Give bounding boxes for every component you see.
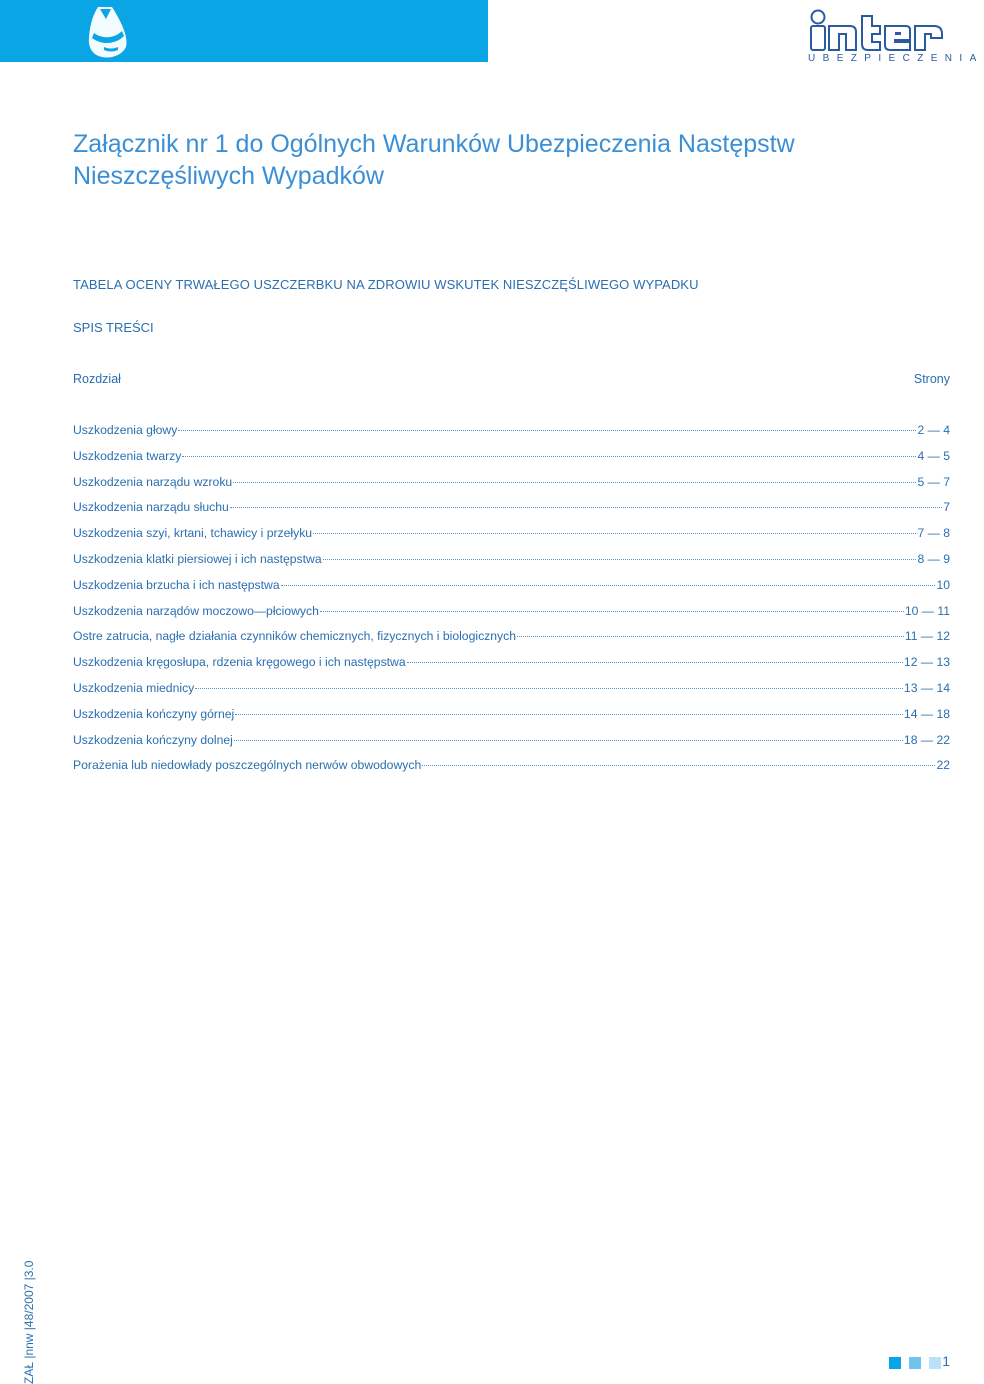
toc-entry-pages: 2 — 4 bbox=[917, 423, 950, 437]
toc-entry-label: Uszkodzenia twarzy bbox=[73, 448, 182, 463]
toc-entry-pages: 7 — 8 bbox=[917, 526, 950, 541]
toc-dot-leader bbox=[178, 430, 916, 431]
toc-entry-pages: 11 — 12 bbox=[904, 629, 950, 644]
toc-entry[interactable] bbox=[73, 681, 950, 707]
toc-column-pages: Strony bbox=[913, 372, 950, 386]
page-number: 1 bbox=[942, 1353, 950, 1369]
toc-entry-label: Ostre zatrucia, nagłe działania czynników chemicznych, fizycznych i biologicznych bbox=[73, 629, 517, 644]
toc-entry[interactable] bbox=[73, 552, 950, 578]
toc-dot-leader bbox=[234, 740, 903, 741]
toc-entry-label: Uszkodzenia głowy bbox=[73, 423, 178, 437]
toc-dot-leader bbox=[407, 662, 903, 663]
toc-dot-leader bbox=[233, 482, 916, 483]
footer-square-3 bbox=[929, 1357, 941, 1369]
toc-list bbox=[73, 423, 950, 784]
toc-entry[interactable] bbox=[73, 733, 950, 759]
toc-dot-leader bbox=[517, 636, 904, 637]
toc-dot-leader bbox=[182, 456, 916, 457]
toc-entry[interactable] bbox=[73, 475, 950, 501]
toc-dot-leader bbox=[323, 559, 917, 560]
toc-entry-pages: 13 — 14 bbox=[903, 680, 950, 695]
toc-entry-pages: 18 — 22 bbox=[903, 732, 950, 747]
toc-dot-leader bbox=[195, 688, 903, 689]
toc-dot-leader bbox=[320, 611, 904, 612]
document-title: Załącznik nr 1 do Ogólnych Warunków Ubezpieczenia Następstw Nieszczęśliwych Wypadków bbox=[73, 130, 795, 190]
toc-heading: SPIS TREŚCI bbox=[73, 320, 154, 335]
toc-column-chapter: Rozdział bbox=[73, 372, 121, 386]
toc-entry[interactable] bbox=[73, 629, 950, 655]
toc-entry[interactable] bbox=[73, 578, 950, 604]
toc-dot-leader bbox=[313, 533, 916, 534]
toc-entry-label: Uszkodzenia narządu wzroku bbox=[73, 474, 233, 489]
toc-dot-leader bbox=[235, 714, 903, 715]
toc-entry[interactable] bbox=[73, 500, 950, 526]
toc-entry-label: Uszkodzenia kończyny dolnej bbox=[73, 732, 233, 747]
toc-entry-label: Uszkodzenia brzucha i ich następstwa bbox=[73, 577, 280, 592]
toc-entry-pages: 10 bbox=[936, 577, 950, 592]
toc-entry[interactable] bbox=[73, 707, 950, 733]
person-with-arm-sling-icon bbox=[84, 3, 130, 59]
document-code: ZAŁ |nnw |48/2007 |3.0 bbox=[22, 1260, 36, 1384]
toc-dot-leader bbox=[230, 507, 942, 508]
footer-square-1 bbox=[889, 1357, 901, 1369]
toc-entry[interactable] bbox=[73, 604, 950, 630]
toc-entry-pages: 8 — 9 bbox=[917, 551, 950, 566]
toc-entry-pages: 12 — 13 bbox=[903, 655, 950, 670]
toc-entry-label: Uszkodzenia klatki piersiowej i ich następstwa bbox=[73, 551, 322, 566]
logo-tagline: UBEZPIECZENIA bbox=[808, 53, 984, 64]
toc-dot-leader bbox=[281, 585, 936, 586]
toc-entry[interactable] bbox=[73, 449, 950, 475]
inter-wordmark bbox=[806, 8, 950, 52]
toc-entry[interactable] bbox=[73, 526, 950, 552]
toc-dot-leader bbox=[422, 765, 935, 766]
toc-entry-pages: 4 — 5 bbox=[917, 448, 950, 463]
header-banner bbox=[0, 0, 488, 62]
inter-logo bbox=[806, 8, 984, 68]
toc-entry[interactable] bbox=[73, 655, 950, 681]
toc-entry-label: Uszkodzenia narządu słuchu bbox=[73, 500, 229, 515]
toc-entry-label: Uszkodzenia kończyny górnej bbox=[73, 706, 235, 721]
toc-entry-pages: 7 bbox=[943, 500, 950, 515]
toc-entry[interactable] bbox=[73, 423, 950, 449]
toc-entry[interactable] bbox=[73, 758, 950, 784]
toc-entry-label: Uszkodzenia kręgosłupa, rdzenia kręgowego i ich następstwa bbox=[73, 655, 406, 670]
toc-entry-label: Porażenia lub niedowłady poszczególnych nerwów obwodowych bbox=[73, 758, 422, 773]
toc-entry-pages: 10 — 11 bbox=[904, 603, 950, 618]
toc-entry-pages: 22 bbox=[936, 758, 950, 773]
footer-square-2 bbox=[909, 1357, 921, 1369]
toc-entry-label: Uszkodzenia miednicy bbox=[73, 680, 195, 695]
toc-entry-label: Uszkodzenia narządów moczowo—płciowych bbox=[73, 603, 319, 618]
table-heading: TABELA OCENY TRWAŁEGO USZCZERBKU NA ZDROWIU WSKUTEK NIESZCZĘŚLIWEGO WYPADKU bbox=[73, 277, 699, 292]
toc-entry-pages: 5 — 7 bbox=[917, 474, 950, 489]
toc-entry-label: Uszkodzenia szyi, krtani, tchawicy i przełyku bbox=[73, 526, 313, 541]
toc-entry-pages: 14 — 18 bbox=[903, 706, 950, 721]
